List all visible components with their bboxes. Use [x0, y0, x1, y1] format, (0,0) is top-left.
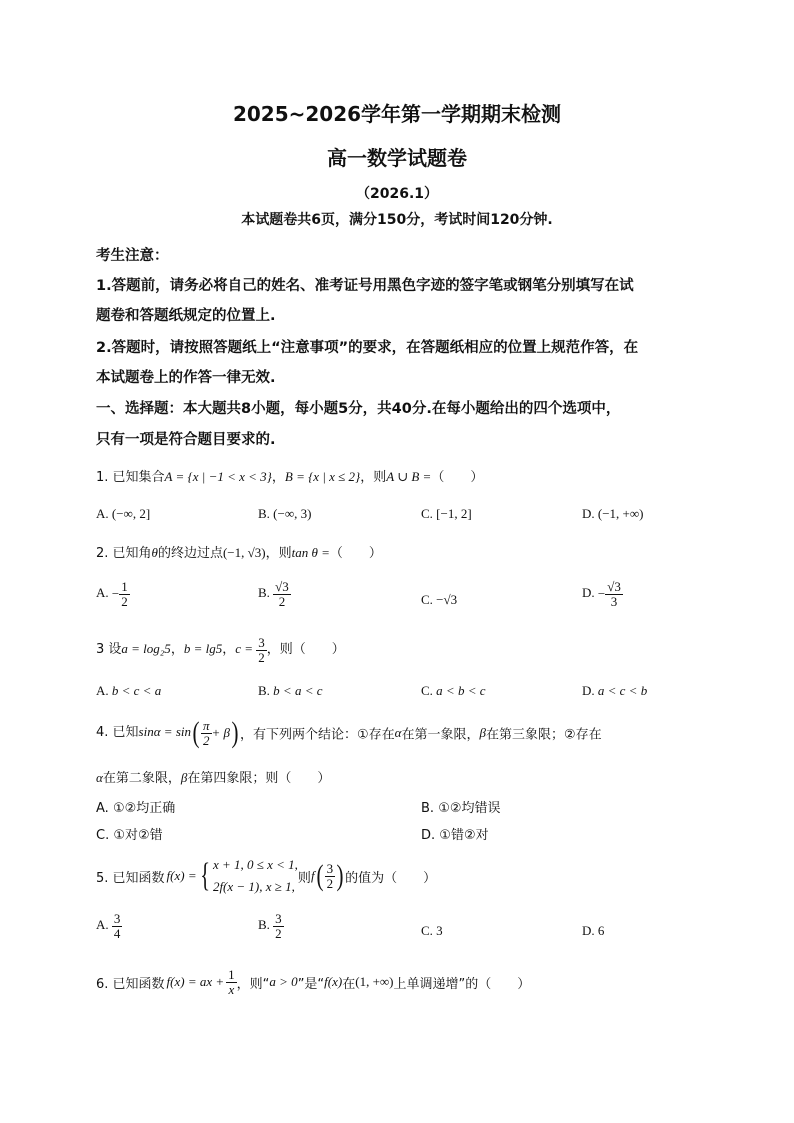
q3-option-d[interactable]: D. a < c < b [582, 683, 648, 698]
exam-info: 本试题卷共6页，满分150分，考试时间120分钟. [241, 212, 553, 228]
q3-option-b[interactable]: B. b < a < c [258, 683, 323, 698]
question-1 [96, 466, 483, 485]
q1-sep: ， [271, 470, 285, 485]
q1-option-d[interactable]: D. (−1, +∞) [582, 506, 644, 521]
q3-b: b = lg5 [183, 641, 223, 657]
question-5: 5. 已知函数 f(x) = { x + 1, 0 ≤ x < 1, 2f(x − 1), x ≥ 1, 则 f ( $\frac{3}{2}$ ) 的值为（ ） [96, 852, 436, 900]
exam-title: 2025~2026学年第一学期期末检测 [232, 102, 562, 126]
q2-option-d[interactable]: D. − $\frac{√3}{3}$ [582, 579, 621, 609]
question-2: 2. 已知角θ的终边过点(−1, √3)，则tan θ =（ ） [96, 545, 382, 561]
q1-suffix: ，则 [360, 470, 387, 485]
q2-option-a[interactable]: A. − $\frac{1}{2}$ [96, 579, 128, 609]
section-heading-line2: 只有一项是符合题目要求的. [96, 432, 276, 448]
q2-option-c[interactable]: C. −√3 [421, 592, 458, 607]
q4-option-b[interactable]: B. ①②均错误 [421, 801, 501, 816]
q1-set-a: A = {x | −1 < x < 3} [164, 469, 272, 484]
question-4-line2: α在第二象限，β在第四象限；则（ ） [96, 770, 331, 786]
exam-date: （2026.1） [355, 186, 439, 202]
section-heading-line1: 一、选择题：本大题共8小题，每小题5分，共40分.在每小题给出的四个选项中， [96, 401, 621, 417]
q4-option-d[interactable]: D. ①错②对 [421, 828, 489, 843]
notice-heading: 考生注意： [96, 248, 169, 264]
q3-c-frac: $\frac{3}{2}$ [258, 635, 265, 665]
notice-item2-line1: 2.答题时，请按照答题纸上“注意事项”的要求，在答题纸相应的位置上规范作答，在 [96, 340, 639, 356]
notice-item1-line1: 1.答题前，请务必将自己的姓名、准考证号用黑色字迹的签字笔或钢笔分别填写在试 [96, 278, 634, 294]
q5-option-b[interactable]: B. $\frac{3}{2}$ [258, 911, 282, 941]
exam-subtitle: 高一数学试题卷 [327, 146, 467, 170]
q2-expr: tan θ = [291, 545, 330, 560]
theta-symbol: θ [151, 545, 158, 560]
q5-option-a[interactable]: A. $\frac{3}{4}$ [96, 911, 121, 941]
q2-point: (−1, √3) [222, 545, 266, 560]
q2-option-b[interactable]: B. $\frac{√3}{2}$ [258, 579, 289, 609]
question-6: 6. 已知函数 f(x) = ax + $\frac{1}{x}$ ，则“ a > 0 ”是“ f(x) 在 (1, +∞) 上单调递增”的（ ） [96, 966, 531, 997]
q4-option-c[interactable]: C. ①对②错 [96, 828, 163, 843]
piecewise-cases: x + 1, 0 ≤ x < 1, 2f(x − 1), x ≥ 1, [212, 857, 298, 894]
q1-expr: A ∪ B = [386, 469, 432, 484]
question-3: 3 设a = log₂5，b = lg5，c = $\frac{3}{2}$ ，则（ ） [96, 635, 345, 665]
q1-set-b: B = {x | x ≤ 2} [284, 469, 361, 484]
q1-option-c[interactable]: C. [−1, 2] [421, 506, 472, 521]
q1-paren: （ ） [431, 470, 484, 485]
notice-item1-line2: 题卷和答题纸规定的位置上. [96, 308, 276, 324]
q1-option-b[interactable]: B. (−∞, 3) [258, 506, 312, 521]
notice-item2-line2: 本试题卷上的作答一律无效. [96, 370, 276, 386]
q5-option-d[interactable]: D. 6 [582, 923, 605, 938]
q4-option-a[interactable]: A. ①②均正确 [96, 801, 176, 816]
q5-option-c[interactable]: C. 3 [421, 923, 443, 938]
q1-option-a[interactable]: A. (−∞, 2] [96, 506, 151, 521]
q1-prefix: 1. 已知集合 [96, 470, 165, 485]
q3-option-c[interactable]: C. a < b < c [421, 683, 486, 698]
question-4: 4. 已知sinα = sin( $\frac{\pi}{2}$ + β) ，有下列两个结论：①存在α在第一象限，β在第三象限；②存在 [96, 716, 602, 749]
q3-a: a = log₂5 [121, 641, 171, 657]
q3-option-a[interactable]: A. b < c < a [96, 683, 162, 698]
